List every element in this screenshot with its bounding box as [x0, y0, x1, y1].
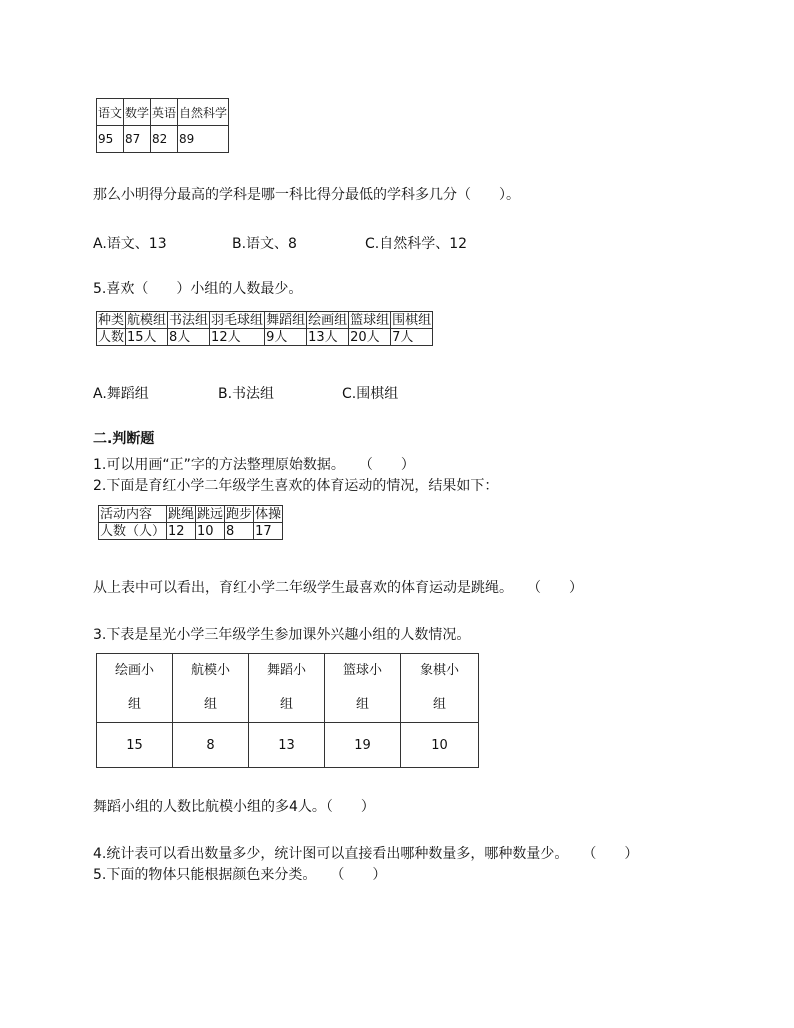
q5-option-a: A.舞蹈组 — [93, 386, 149, 402]
table-header-cell — [97, 654, 173, 723]
judgment-1: 1.可以用画“正”字的方法整理原始数据。 （ ） — [93, 457, 415, 473]
table-header-cell: 数学 — [124, 99, 151, 126]
table-cell: 17 — [254, 523, 283, 540]
table-cell: 7人 — [391, 329, 433, 346]
q5-option-b: B.书法组 — [218, 386, 275, 402]
table-header-cell: 羽毛球组 — [211, 312, 264, 328]
table-header-cell — [325, 654, 401, 723]
table-header-cell — [249, 654, 325, 723]
table-cell: 12 — [167, 523, 196, 540]
table-cell: 13人 — [307, 329, 349, 346]
table-cell: 19 — [325, 723, 401, 768]
table-row — [97, 723, 479, 768]
table-header-cell: 跳远 — [197, 506, 224, 522]
interest-group-table — [96, 653, 479, 768]
table-row — [97, 126, 229, 153]
table-cell: 20人 — [349, 329, 391, 346]
table-cell: 人数 — [98, 329, 125, 345]
table-cell: 8 — [173, 723, 249, 768]
q4-option-b: B.语文、8 — [232, 236, 297, 252]
table-header-cell: 篮球组 — [350, 312, 390, 328]
judgment-3: 3.下表是星光小学三年级学生参加课外兴趣小组的人数情况。 — [93, 627, 471, 643]
table-header-cell: 体操 — [255, 506, 282, 522]
table-header-label: 绘画小组 — [114, 663, 154, 712]
table-cell: 10 — [196, 523, 225, 540]
table-header-cell: 语文 — [97, 99, 124, 126]
table-header-label: 航模小组 — [190, 663, 230, 712]
table-cell: 13 — [249, 723, 325, 768]
judgment-3-statement: 舞蹈小组的人数比航模小组的多4人。（ ） — [93, 799, 375, 815]
table-row — [97, 99, 229, 126]
table-cell: 82 — [151, 126, 178, 153]
table-cell: 9人 — [265, 329, 307, 346]
table-cell: 12人 — [210, 329, 265, 346]
table-header-cell: 航模组 — [127, 312, 167, 328]
table-cell: 8人 — [168, 329, 210, 346]
judgment-5: 5.下面的物体只能根据颜色来分类。 （ ） — [93, 867, 387, 883]
q5-option-c: C.围棋组 — [342, 386, 399, 402]
table-header-cell — [401, 654, 479, 723]
group-table — [96, 311, 433, 346]
table-cell: 15 — [97, 723, 173, 768]
table-cell: 87 — [124, 126, 151, 153]
table-header-cell: 种类 — [98, 312, 125, 328]
table-header-cell: 活动内容 — [99, 506, 167, 523]
table-row — [99, 506, 283, 523]
table-header-cell: 跳绳 — [168, 506, 195, 522]
q4-option-c: C.自然科学、12 — [365, 236, 468, 252]
table-header-cell: 英语 — [151, 99, 178, 126]
q4-option-a: A.语文、13 — [93, 236, 167, 252]
table-row — [97, 329, 433, 346]
table-cell: 95 — [97, 126, 124, 153]
table-header-cell: 自然科学 — [178, 99, 229, 126]
judgment-4: 4.统计表可以看出数量多少，统计图可以直接看出哪种数量多，哪种数量少。 （ ） — [93, 846, 639, 862]
table-header-cell: 跑步 — [226, 506, 253, 522]
table-row — [97, 654, 479, 723]
table-header-cell — [173, 654, 249, 723]
table-header-cell: 绘画组 — [308, 312, 348, 328]
sports-table — [98, 505, 283, 540]
table-cell: 89 — [178, 126, 229, 153]
table-cell: 人数（人） — [100, 523, 166, 539]
table-row — [99, 523, 283, 540]
table-cell: 8 — [225, 523, 254, 540]
question-4-text: 那么小明得分最高的学科是哪一科比得分最低的学科多几分（ ）。 — [93, 187, 520, 203]
judgment-2: 2.下面是育红小学二年级学生喜欢的体育运动的情况，结果如下： — [93, 478, 499, 494]
table-row — [97, 312, 433, 329]
judgment-2-statement: 从上表中可以看出，育红小学二年级学生最喜欢的体育运动是跳绳。 （ ） — [93, 580, 583, 596]
table-header-cell: 书法组 — [169, 312, 209, 328]
table-cell: 10 — [401, 723, 479, 768]
section-title: 二.判断题 — [93, 431, 155, 447]
score-table — [96, 98, 229, 153]
table-cell: 15人 — [126, 329, 168, 346]
table-header-cell: 围棋组 — [392, 312, 432, 328]
table-header-label: 象棋小组 — [419, 663, 459, 712]
question-5-text: 5.喜欢（ ）小组的人数最少。 — [93, 281, 303, 297]
table-header-label: 篮球小组 — [342, 663, 382, 712]
table-header-cell: 舞蹈组 — [266, 312, 306, 328]
table-header-label: 舞蹈小组 — [266, 663, 306, 712]
